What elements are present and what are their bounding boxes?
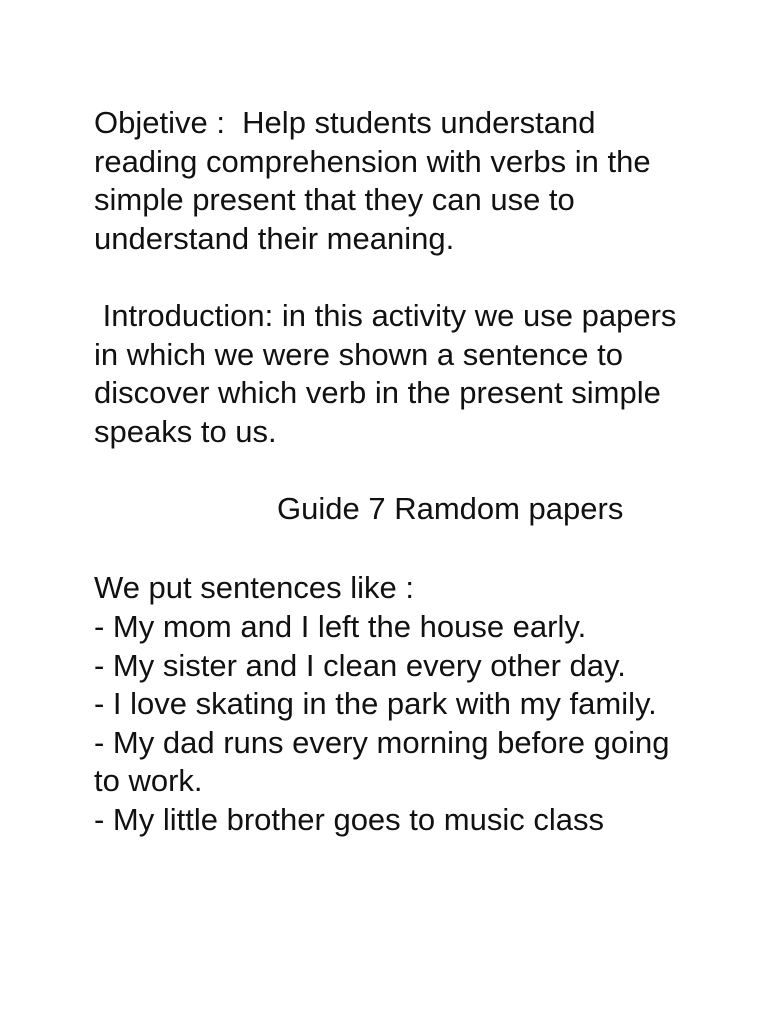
guide-title: Guide 7 Ramdom papers [277, 491, 624, 526]
objective-paragraph: Objetive : Help students understand reading comprehension with verbs in the simple present that they can use to understand their meaning. [94, 105, 660, 256]
sentence-list [94, 608, 694, 839]
introduction-paragraph: Introduction: in this activity we use papers in which we were shown a sentence to discover which verb in the present simple speaks to us. [94, 298, 686, 449]
sentence-item: - My mom and I left the house early. [94, 609, 587, 644]
sentence-item: - My dad runs every morning before going to work. [94, 724, 670, 798]
sentence-item: - My little brother goes to music class [94, 801, 604, 837]
sentence-item: - I love skating in the park with my family. [94, 686, 657, 721]
sentence-item: - My sister and I clean every other day. [94, 647, 626, 683]
sentences-intro: We put sentences like : [94, 570, 414, 605]
